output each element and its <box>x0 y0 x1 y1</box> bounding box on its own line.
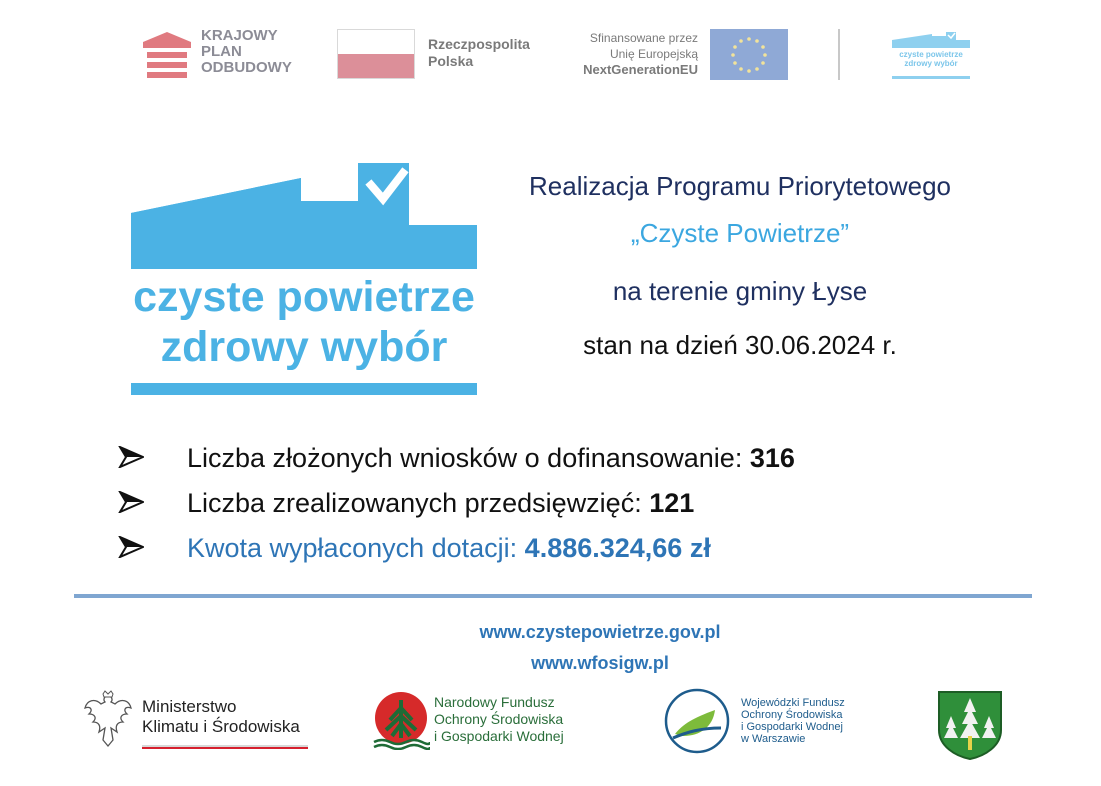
cp-small-line-1: czyste powietrze <box>899 50 963 59</box>
ministry-line-2: Klimatu i Środowiska <box>142 717 300 736</box>
cp-small-line-2: zdrowy wybór <box>904 59 958 68</box>
eu-line-3: NextGenerationEU <box>583 62 698 77</box>
nfosigw-text <box>434 694 564 745</box>
wfosigw-line-2: Ochrony Środowiska <box>741 709 843 721</box>
arrow-bullet-icon <box>118 446 144 468</box>
headline-date: stan na dzień 30.06.2024 r. <box>583 330 897 360</box>
stat-value: 4.886.324,66 zł <box>524 533 711 563</box>
nfosigw-line-3: i Gospodarki Wodnej <box>434 728 564 744</box>
kpo-line-1: KRAJOWY <box>201 27 278 44</box>
poland-line-1: Rzeczpospolita <box>428 36 530 52</box>
link-wfosigw[interactable]: www.wfosigw.pl <box>531 653 669 673</box>
logo-line-1: czyste powietrze <box>133 273 475 321</box>
kpo-line-3: ODBUDOWY <box>201 59 292 76</box>
section-divider <box>74 594 1032 598</box>
nfosigw-line-1: Narodowy Fundusz <box>434 694 555 710</box>
kpo-logo-text <box>201 28 292 76</box>
czyste-powietrze-small-text <box>892 50 970 68</box>
logo-line-2: zdrowy wybór <box>160 323 448 371</box>
stat-label: Liczba złożonych wniosków o dofinansowanie: <box>187 443 750 473</box>
ministry-text <box>142 697 300 737</box>
wfosigw-logo-icon <box>661 688 733 754</box>
poland-text <box>428 36 530 70</box>
stat-label: Kwota wypłaconych dotacji: <box>187 533 525 563</box>
gmina-lyse-crest-icon <box>937 690 1003 760</box>
stat-value: 121 <box>649 488 695 518</box>
ministry-line-1: Ministerstwo <box>142 697 237 716</box>
wfosigw-line-1: Wojewódzki Fundusz <box>741 697 845 709</box>
headline-area: na terenie gminy Łyse <box>612 276 868 306</box>
nfosigw-line-2: Ochrony Środowiska <box>434 711 564 727</box>
eu-line-1: Sfinansowane przez <box>589 31 698 45</box>
wfosigw-line-4: w Warszawie <box>741 733 806 745</box>
kpo-line-2: PLAN <box>201 43 242 60</box>
poland-flag <box>337 29 415 79</box>
wfosigw-text <box>741 697 845 745</box>
link-czystepowietrze[interactable]: www.czystepowietrze.gov.pl <box>479 622 721 642</box>
polish-eagle-icon <box>81 690 135 750</box>
czyste-powietrze-logo <box>131 163 481 398</box>
headline-title: Realizacja Programu Priorytetowego <box>529 171 951 201</box>
nfosigw-logo-icon <box>372 690 430 750</box>
stat-label: Liczba zrealizowanych przedsięwzięć: <box>187 488 650 518</box>
stat-value: 316 <box>749 443 795 473</box>
ministry-flag-bar <box>142 745 308 749</box>
eu-flag <box>710 29 788 80</box>
kpo-logo-mark <box>143 28 191 80</box>
poland-line-2: Polska <box>428 53 474 69</box>
wfosigw-line-3: i Gospodarki Wodnej <box>741 721 843 733</box>
header-divider <box>838 29 840 80</box>
arrow-bullet-icon <box>118 536 144 558</box>
arrow-bullet-icon <box>118 491 144 513</box>
eu-line-2: Unię Europejską <box>609 47 698 61</box>
eu-funding-text <box>552 30 698 78</box>
headline-program: „Czyste Powietrze” <box>630 218 850 248</box>
